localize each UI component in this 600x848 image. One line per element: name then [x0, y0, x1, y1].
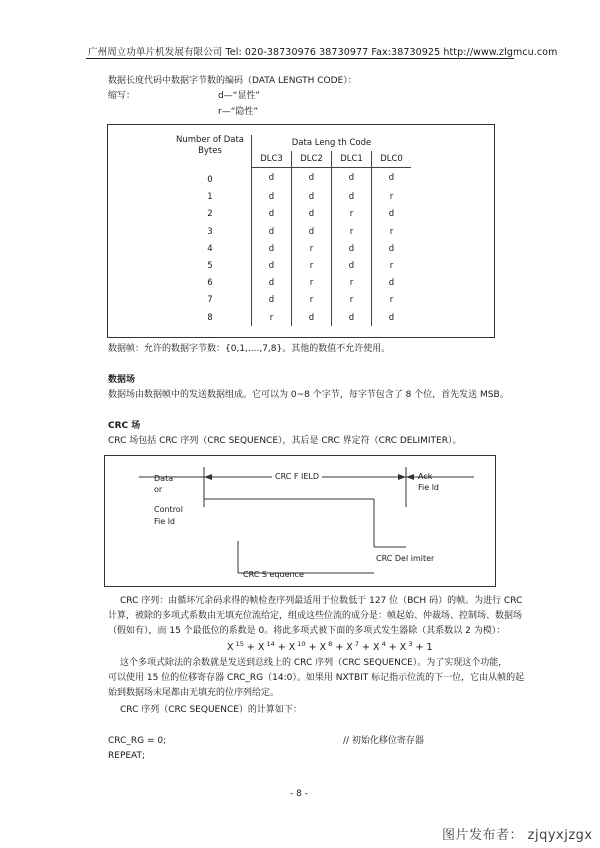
cell: r [332, 275, 372, 292]
cell: d [252, 292, 292, 309]
diagram-data-label-1: Data [154, 474, 174, 483]
cell: d [332, 257, 372, 274]
cell: r [252, 309, 292, 326]
diagram-ack-label-1: Ack [418, 472, 433, 481]
cell: r [292, 240, 332, 257]
code-comment-1: // 初始化移位寄存器 [343, 736, 424, 746]
cell: d [372, 240, 412, 257]
cell: d [292, 309, 332, 326]
cell: d [332, 189, 372, 206]
cell: d [292, 168, 332, 189]
row-num: 7 [207, 295, 213, 306]
crc-field-title: CRC 场 [108, 421, 141, 431]
crc-para-line: 计算，被除的多项式系数由无填充位流给定，组成这些位流的成分是：帧起始、仲裁场、控制场、数据场 [108, 611, 523, 621]
code-line-1: CRC_RG = 0; [108, 736, 167, 746]
diagram-delimiter-label: CRC Del imiter [376, 554, 435, 563]
bit-header: DLC0 [372, 151, 412, 168]
abbr-dominant: d—“显性” [218, 91, 261, 101]
bit-header: DLC2 [292, 151, 332, 168]
abbr-label: 缩写： [108, 91, 136, 101]
polynomial-text: X $^{15}$ + X $^{14}$ + X $^{10}$ + X $^8$ + X $^7$ + X $^4$ + X $^3$ + 1 [227, 640, 433, 654]
cell: d [252, 257, 292, 274]
cell: r [292, 292, 332, 309]
cell: r [292, 275, 332, 292]
crc-para-line: CRC 序列：由循环冗余码求得的帧检查序列最适用于位数低于 127 位（BCH 码）的帧。为进行 CRC [120, 596, 523, 606]
cell: r [372, 257, 412, 274]
dlc-table [169, 135, 411, 326]
cell: d [372, 206, 412, 223]
bit-header: DLC1 [332, 151, 372, 168]
col-number-header [169, 135, 252, 168]
crc-calc-intro: CRC 序列（CRC SEQUENCE）的计算如下： [120, 705, 302, 715]
col-number-line1: Number of Data [175, 135, 245, 145]
code-line-2: REPEAT; [108, 751, 146, 761]
row-num: 5 [207, 261, 213, 272]
cell: d [252, 168, 292, 189]
cell: d [292, 223, 332, 240]
polynomial [227, 640, 433, 653]
diagram-data-label-2: or [154, 485, 163, 494]
page-number: - 8 - [290, 789, 308, 799]
cell: d [332, 240, 372, 257]
crc-para2-line: 这个多项式除法的余数就是发送到总线上的 CRC 序列（CRC SEQUENCE）。为了实现这个功能， [120, 658, 508, 668]
arrow-left [204, 474, 212, 480]
dlc-intro: 数据长度代码中数据字节数的编码（DATA LENGTH CODE）： [108, 76, 357, 86]
col-number-line2: Bytes [198, 146, 222, 156]
data-field-title: 数据场 [108, 375, 136, 385]
page-header: 广州周立功单片机发展有限公司 Tel: 020-38730976 38730977 Fax:38730925 http://www.zlgmcu.com [88, 47, 558, 58]
row-num: 4 [207, 243, 213, 254]
cell: d [292, 206, 332, 223]
row-num: 2 [207, 209, 213, 220]
crc-para2-line: 可以使用 15 位的位移寄存器 CRC_RG（14:0）。如果用 NXTBIT 标记指示位流的下一位，它由从帧的起 [108, 673, 525, 683]
cell: r [332, 206, 372, 223]
cell: d [372, 168, 412, 189]
row-num: 6 [207, 278, 213, 289]
cell: d [252, 206, 292, 223]
cell: r [332, 223, 372, 240]
publisher-watermark: 图片发布者： zjqyxjzgx [442, 828, 593, 843]
cell: d [252, 240, 292, 257]
dlc-note: 数据帧：允许的数据字节数：{0,1,....,7,8}。其他的数值不允许使用。 [108, 344, 391, 354]
arrow-right [398, 474, 406, 480]
cell: r [372, 223, 412, 240]
cell: d [252, 223, 292, 240]
diagram-control-label-2: Fie ld [154, 517, 176, 526]
cell: r [372, 292, 412, 309]
cell: r [332, 292, 372, 309]
col-group-header: Data Leng th Code [252, 135, 412, 151]
data-field-text: 数据场由数据帧中的发送数据组成。它可以为 0~8 个字节，每字节包含了 8 个位，首先发送 MSB。 [108, 390, 509, 400]
cell: d [252, 189, 292, 206]
row-num: 1 [207, 192, 213, 203]
header-rule [86, 58, 514, 59]
crc-field-text: CRC 场包括 CRC 序列（CRC SEQUENCE），其后是 CRC 界定符（CRC DELIMITER）。 [108, 436, 462, 446]
bit-header: DLC3 [252, 151, 292, 168]
cell: r [372, 189, 412, 206]
arrow-ack [406, 474, 414, 480]
abbr-recessive: r—“隐性” [218, 107, 259, 117]
cell: d [332, 168, 372, 189]
crc-para-line: （假如有），而 15 个最低位的系数是 0。将此多项式被下面的多项式发生器除（其系数以 2 为模）： [108, 626, 506, 636]
diagram-crc-field-label: CRC F IELD [272, 472, 322, 481]
cell: d [372, 275, 412, 292]
cell: d [372, 309, 412, 326]
row-num: 0 [207, 175, 213, 186]
cell: d [252, 275, 292, 292]
row-num: 3 [207, 226, 213, 237]
diagram-ack-label-2: Fie ld [418, 483, 440, 492]
row-num: 8 [207, 312, 213, 323]
cell: d [292, 189, 332, 206]
diagram-sequence-label: CRC S equence [243, 570, 304, 579]
cell: d [332, 309, 372, 326]
cell: r [292, 257, 332, 274]
crc-para2-line: 始到数据场末尾都由无填充的位序列给定。 [108, 688, 280, 698]
diagram-control-label-1: Control [154, 505, 183, 514]
